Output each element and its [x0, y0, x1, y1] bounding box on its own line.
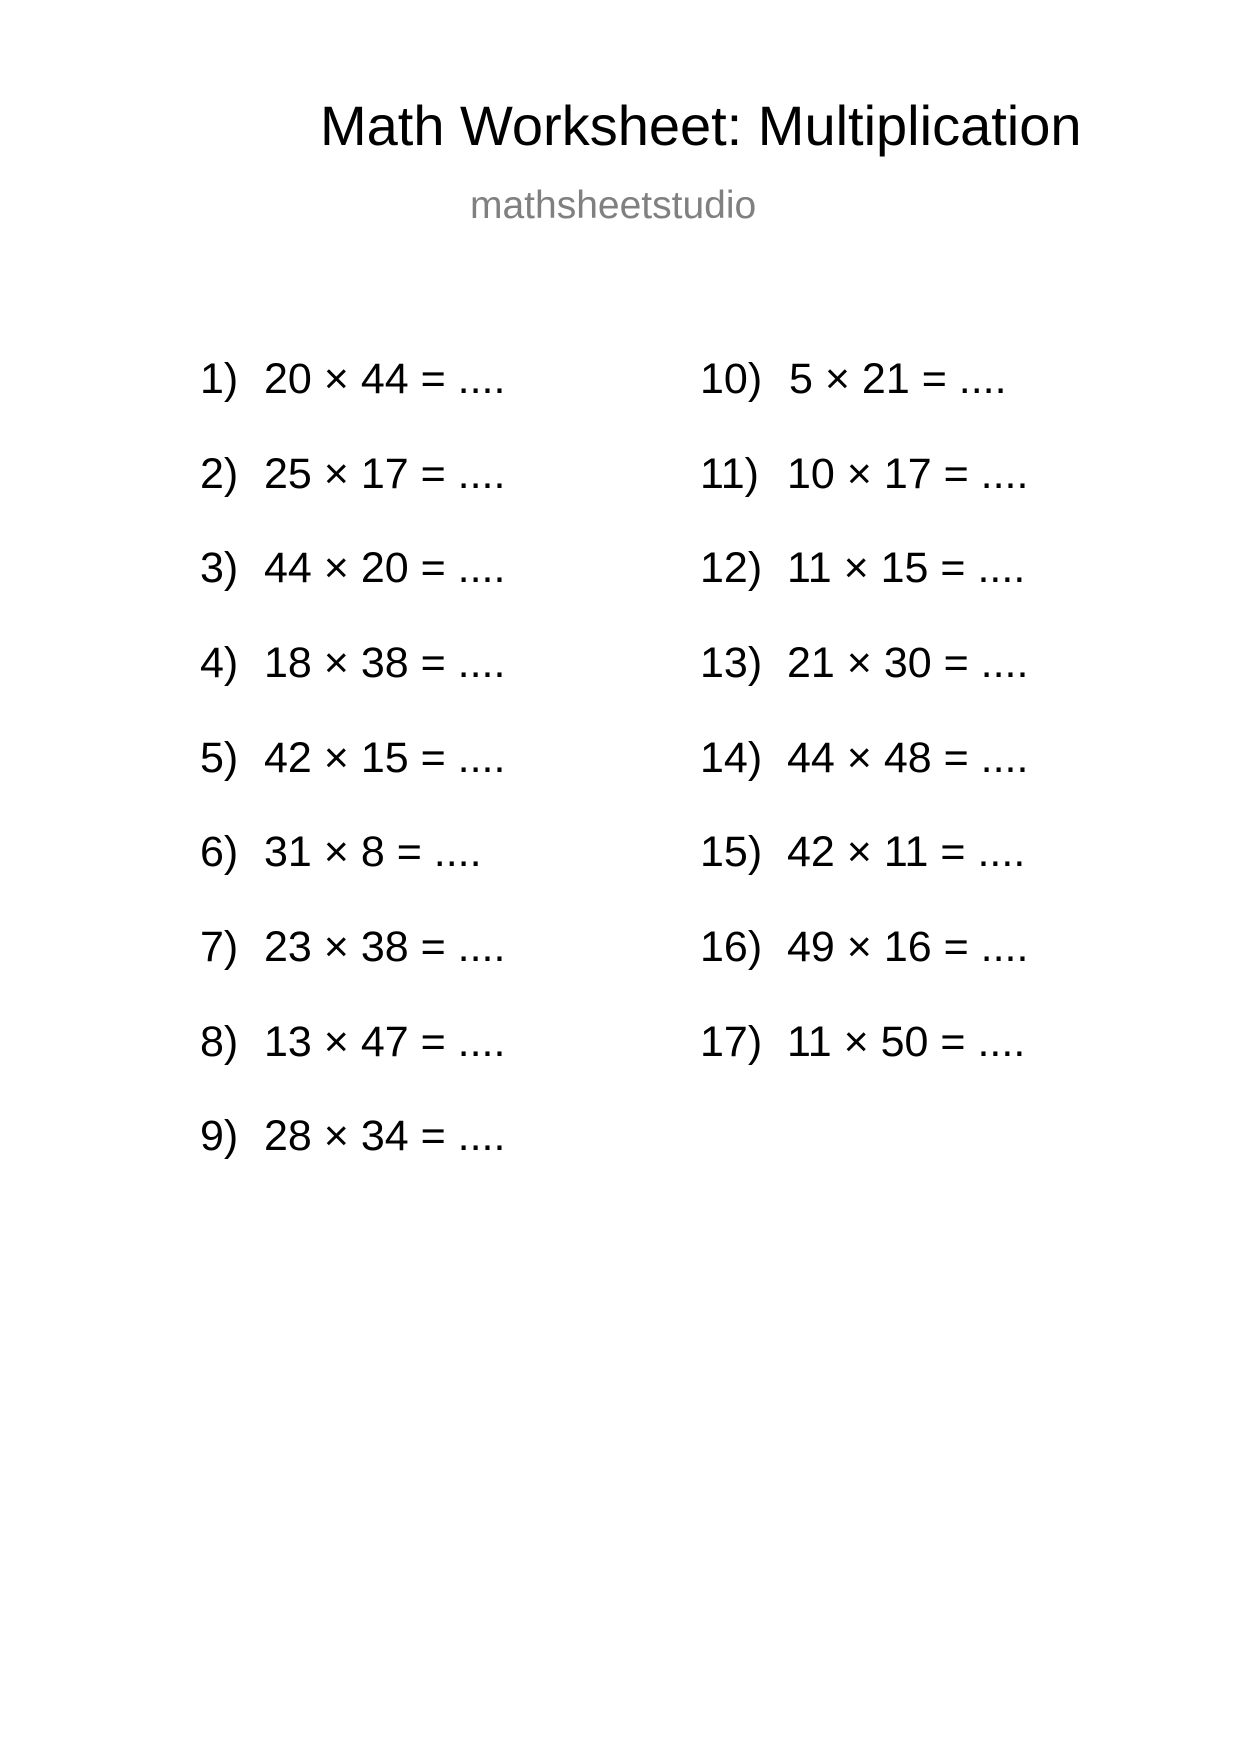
problem-expression: 18 × 38 = ....	[264, 639, 506, 687]
problem-expression: 13 × 47 = ....	[264, 1018, 506, 1066]
problem-number: 1)	[200, 355, 239, 403]
problem-number: 12)	[700, 544, 763, 592]
problem-expression: 42 × 11 = ....	[787, 828, 1026, 876]
problem-item	[700, 1018, 1026, 1066]
problem-expression: 44 × 48 = ....	[787, 734, 1029, 782]
problem-item	[200, 355, 506, 403]
problem-item	[700, 639, 1029, 687]
problem-item	[200, 1112, 506, 1160]
problem-number: 16)	[700, 923, 763, 971]
problem-expression: 11 × 50 = ....	[787, 1018, 1026, 1066]
problem-number: 17)	[700, 1018, 763, 1066]
problem-number: 13)	[700, 639, 763, 687]
problem-item	[200, 1018, 506, 1066]
problem-expression: 49 × 16 = ....	[787, 923, 1029, 971]
problem-number: 14)	[700, 734, 763, 782]
problem-number: 15)	[700, 828, 763, 876]
problem-item	[700, 544, 1026, 592]
problem-number: 7)	[200, 923, 239, 971]
problem-expression: 42 × 15 = ....	[264, 734, 506, 782]
problem-item	[700, 923, 1029, 971]
problem-expression: 20 × 44 = ....	[264, 355, 506, 403]
problem-item	[700, 734, 1029, 782]
problem-item	[200, 923, 506, 971]
problem-expression: 11 × 15 = ....	[787, 544, 1026, 592]
page-title: Math Worksheet: Multiplication	[320, 94, 1082, 157]
page-subtitle: mathsheetstudio	[470, 184, 757, 227]
problem-number: 10)	[700, 355, 763, 403]
problem-number: 4)	[200, 639, 239, 687]
problem-number: 3)	[200, 544, 239, 592]
problem-expression: 25 × 17 = ....	[264, 450, 506, 498]
problem-number: 9)	[200, 1112, 239, 1160]
problem-expression: 21 × 30 = ....	[787, 639, 1029, 687]
problem-item	[200, 828, 482, 876]
problem-expression: 10 × 17 = ....	[787, 450, 1029, 498]
problem-item	[200, 544, 506, 592]
problem-item	[200, 450, 506, 498]
problem-number: 6)	[200, 828, 239, 876]
problem-item	[700, 450, 1029, 498]
problem-number: 5)	[200, 734, 239, 782]
problem-number: 11)	[700, 450, 759, 498]
problem-expression: 31 × 8 = ....	[264, 828, 482, 876]
problem-item	[700, 828, 1026, 876]
problem-expression: 44 × 20 = ....	[264, 544, 506, 592]
problem-item	[200, 639, 506, 687]
problem-expression: 5 × 21 = ....	[789, 355, 1007, 403]
problem-number: 8)	[200, 1018, 239, 1066]
problem-item	[700, 355, 1007, 403]
problem-expression: 28 × 34 = ....	[264, 1112, 506, 1160]
problem-expression: 23 × 38 = ....	[264, 923, 506, 971]
problem-number: 2)	[200, 450, 239, 498]
problem-item	[200, 734, 506, 782]
